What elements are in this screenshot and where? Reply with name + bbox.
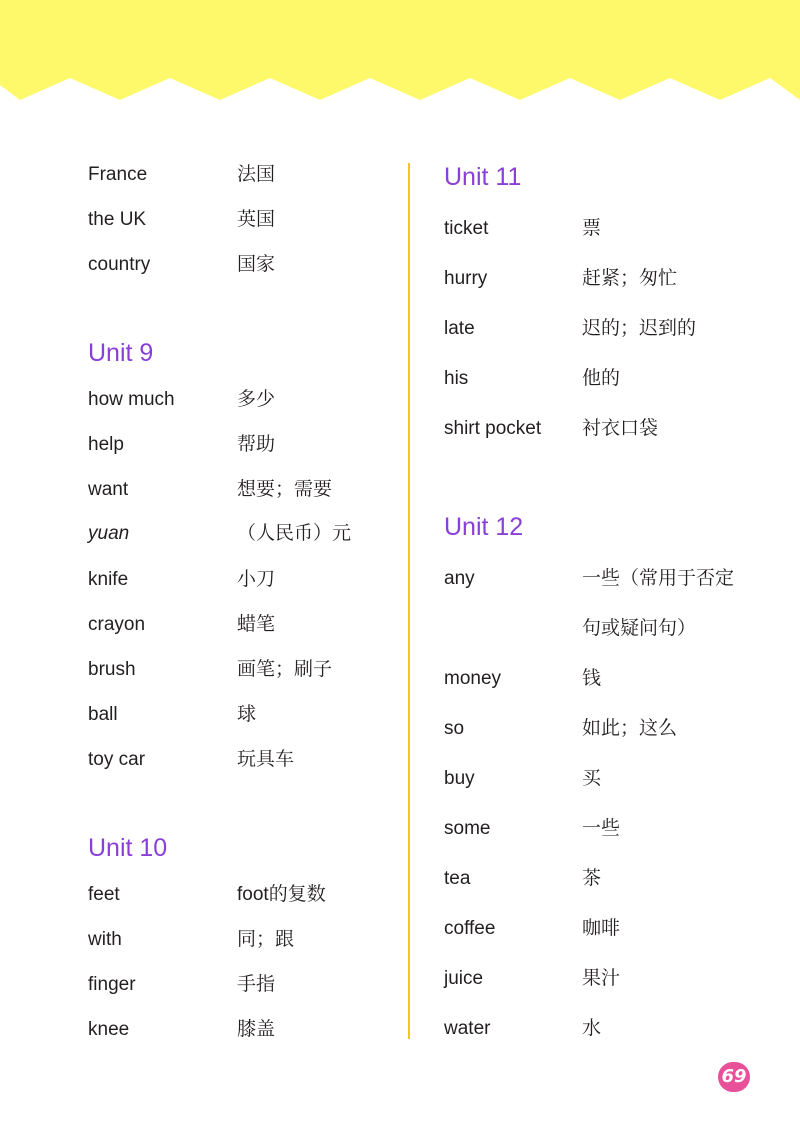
word-en: tea [444, 868, 471, 889]
word-en: knee [88, 1019, 130, 1040]
word-en: feet [88, 884, 120, 905]
word-en: finger [88, 974, 136, 995]
word-zh: 买 [582, 768, 602, 789]
word-zh: 茶 [582, 868, 602, 889]
word-en: so [444, 718, 465, 739]
word-en: France [88, 164, 148, 185]
word-zh: 一些（常用于否定 [582, 568, 735, 589]
word-zh: 小刀 [237, 569, 276, 590]
word-zh: 球 [237, 704, 257, 725]
word-zh: 玩具车 [237, 749, 295, 770]
word-en: country [88, 254, 151, 275]
word-zh: 钱 [582, 668, 602, 689]
word-zh: （人民币）元 [237, 523, 352, 544]
word-zh: 想要；需要 [237, 479, 333, 500]
word-en: knife [88, 569, 129, 590]
word-zh: 咖啡 [582, 918, 621, 939]
word-zh: 手指 [237, 974, 276, 995]
word-en: buy [444, 768, 475, 789]
unit-heading: Unit 12 [444, 513, 524, 541]
word-zh: 画笔；刷子 [237, 659, 333, 680]
word-en: toy car [88, 749, 146, 770]
word-zh: 票 [582, 218, 602, 239]
top-zigzag-banner [0, 0, 800, 110]
unit-heading: Unit 11 [444, 163, 522, 191]
word-en: any [444, 568, 475, 589]
word-en: hurry [444, 268, 488, 289]
unit-heading: Unit 10 [88, 834, 168, 862]
word-zh: 同；跟 [237, 929, 295, 950]
page-number-badge: 69 [718, 1062, 750, 1092]
word-zh: 膝盖 [237, 1019, 276, 1040]
word-en: shirt pocket [444, 418, 542, 439]
word-zh: 如此；这么 [582, 718, 678, 739]
word-en: brush [88, 659, 136, 680]
word-en: yuan [88, 523, 130, 544]
word-zh: 国家 [237, 254, 276, 275]
column-divider [408, 163, 410, 1039]
word-zh-continued: 句或疑问句） [582, 618, 697, 639]
word-en: money [444, 668, 502, 689]
word-en: late [444, 318, 475, 339]
word-en: crayon [88, 614, 146, 635]
word-zh: 帮助 [237, 434, 276, 455]
word-zh: 果汁 [582, 968, 621, 989]
word-zh: 赶紧；匆忙 [582, 268, 678, 289]
word-en: coffee [444, 918, 496, 939]
word-en: ball [88, 704, 118, 725]
word-en: ticket [444, 218, 489, 239]
word-en: his [444, 368, 469, 389]
word-en: want [88, 479, 129, 500]
word-zh: foot的复数 [237, 884, 326, 905]
word-en: how much [88, 389, 175, 410]
word-en: water [444, 1018, 491, 1039]
word-en: with [88, 929, 122, 950]
word-zh: 一些 [582, 818, 621, 839]
word-zh: 迟的；迟到的 [582, 318, 697, 339]
word-en: help [88, 434, 124, 455]
word-zh: 水 [582, 1018, 602, 1039]
word-zh: 衬衣口袋 [582, 418, 659, 439]
word-zh: 蜡笔 [237, 614, 276, 635]
zigzag-shape [0, 0, 800, 100]
word-zh: 多少 [237, 389, 276, 410]
word-en: juice [444, 968, 484, 989]
word-zh: 法国 [237, 164, 276, 185]
word-zh: 英国 [237, 209, 276, 230]
unit-heading: Unit 9 [88, 339, 154, 367]
word-zh: 他的 [582, 368, 621, 389]
word-en: the UK [88, 209, 147, 230]
word-en: some [444, 818, 491, 839]
